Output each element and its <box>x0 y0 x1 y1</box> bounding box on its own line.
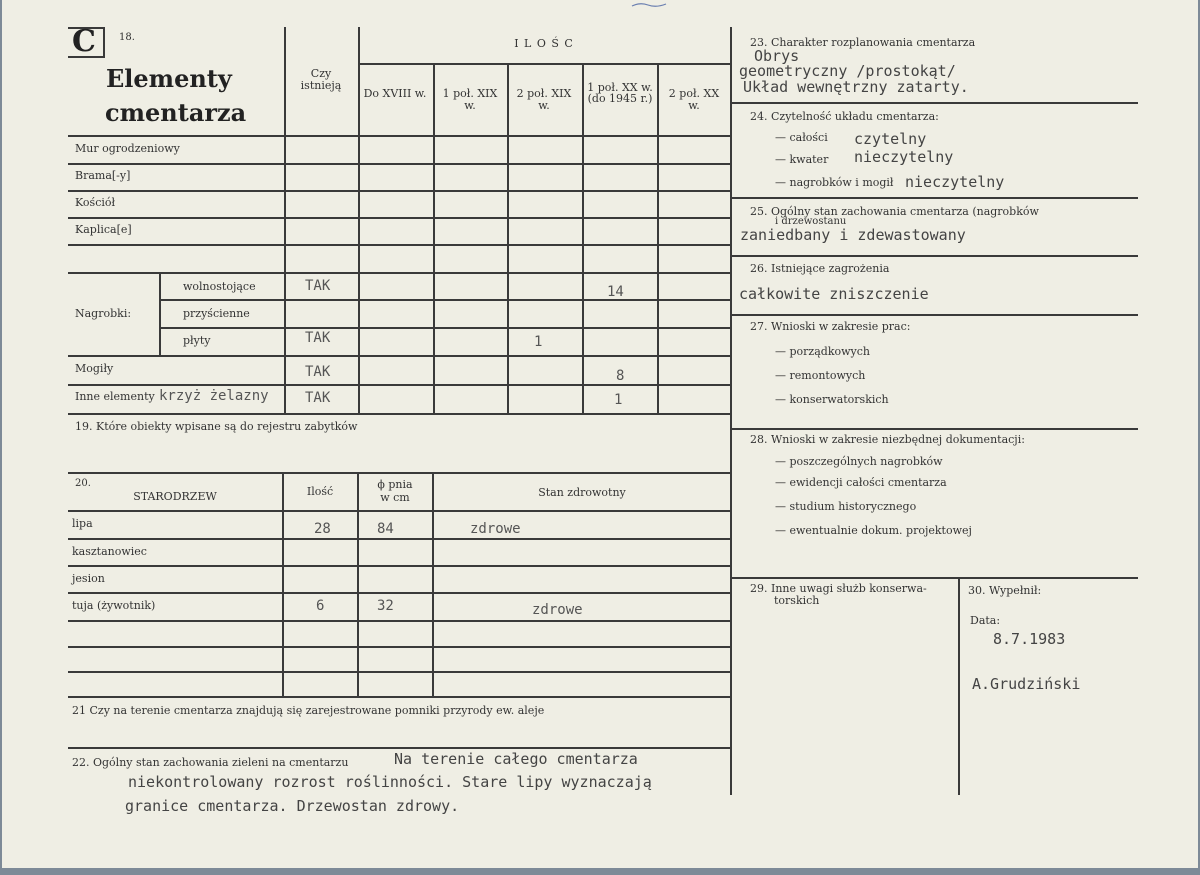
tree-diam: 32 <box>377 598 394 614</box>
field-19-label: 19. Które obiekty wpisane są do rejestru zabytków <box>75 420 358 433</box>
mogily-label: Mogiły <box>75 362 114 375</box>
divider-v <box>507 63 509 413</box>
count-mogily: 8 <box>616 368 625 384</box>
row-label: Kościół <box>75 196 116 209</box>
count-wolnostojace: 14 <box>607 284 624 300</box>
inventory-form-card <box>2 0 1198 868</box>
czy-istnieja-header: Czy istnieją <box>300 67 342 92</box>
trees-health-header: Stan zdrowotny <box>538 486 626 499</box>
field-27-label: 27. Wnioski w zakresie prac: <box>750 320 911 333</box>
row-rule <box>68 244 730 246</box>
field-23-line-3: Układ wewnętrzny zatarty. <box>743 78 969 96</box>
field-26-value: całkowite zniszczenie <box>739 285 929 303</box>
filled-by-name: A.Grudziński <box>972 675 1081 693</box>
documentation-item: — ewentualnie dokum. projektowej <box>775 524 972 537</box>
f21-bottom-rule <box>68 747 730 749</box>
count-inne: 1 <box>614 392 623 408</box>
field-22-line-1: Na terenie całego cmentarza <box>394 750 638 768</box>
divider-v <box>582 63 584 413</box>
row-rule <box>159 327 730 329</box>
nagrobki-type: przyścienne <box>183 307 250 320</box>
row-rule <box>68 217 730 219</box>
table-bottom-rule <box>68 413 730 415</box>
field-18-number: 18. <box>119 32 135 43</box>
f25-bottom-rule <box>732 255 1138 257</box>
period-header: 2 poł. XX w. <box>668 87 720 112</box>
trees-number: 20. <box>75 478 91 489</box>
field-23-line-2: geometryczny /prostokąt/ <box>739 62 956 80</box>
ilosc-rule <box>358 63 730 65</box>
f27-bottom-rule <box>732 428 1138 430</box>
row-rule <box>68 190 730 192</box>
works-item: — konserwatorskich <box>775 393 889 406</box>
tree-row-rule <box>68 620 730 622</box>
row-rule <box>159 299 730 301</box>
tree-row-rule <box>68 565 730 567</box>
tree-diam: 84 <box>377 521 394 537</box>
date-value: 8.7.1983 <box>993 630 1066 648</box>
row-rule <box>68 355 730 357</box>
row-rule <box>68 272 730 274</box>
tree-row-rule <box>68 671 730 673</box>
field-28-label: 28. Wnioski w zakresie niezbędnej dokumentacji: <box>750 433 1025 446</box>
field-25-label: 25. Ogólny stan zachowania cmentarza (nagrobków <box>750 205 1039 218</box>
row-rule <box>68 384 730 386</box>
tak-mogily: TAK <box>305 364 331 380</box>
tak-inne: TAK <box>305 390 331 406</box>
legibility-label: — nagrobków i mogił <box>775 176 894 189</box>
tree-count: 28 <box>314 521 331 537</box>
inne-value: krzyż żelazny <box>159 388 269 404</box>
field-23-line-1: Obrys <box>754 47 800 65</box>
row-rule <box>68 163 730 165</box>
nagrobki-type: wolnostojące <box>183 280 256 293</box>
field-29-label-1: 29. Inne uwagi służb konserwa- <box>750 582 927 595</box>
nagrobki-type: płyty <box>183 334 211 347</box>
field-26-label: 26. Istniejące zagrożenia <box>750 262 890 275</box>
trees-diam-header-2: w cm <box>380 491 410 504</box>
header-bottom-rule <box>68 135 730 137</box>
tree-count: 6 <box>316 598 325 614</box>
section-letter: C <box>72 24 96 59</box>
legibility-label: — całości <box>775 131 828 144</box>
tree-row-rule <box>68 538 730 540</box>
f23-bottom-rule <box>732 102 1138 104</box>
divider-v <box>657 63 659 413</box>
legibility-label: — kwater <box>775 153 829 166</box>
legibility-value: nieczytelny <box>854 148 954 166</box>
field-22-line-2: niekontrolowany rozrost roślinności. Stare lipy wyznaczają <box>128 773 652 791</box>
tree-name: kasztanowiec <box>72 545 147 558</box>
tree-row-rule <box>68 646 730 648</box>
f26-bottom-rule <box>732 314 1138 316</box>
tree-row-rule <box>68 592 730 594</box>
field-22-line-3: granice cmentarza. Drzewostan zdrowy. <box>125 797 460 815</box>
divider-v <box>159 272 161 355</box>
works-item: — porządkowych <box>775 345 870 358</box>
field-24-label: 24. Czytelność układu cmentarza: <box>750 110 939 123</box>
tree-name: tuja (żywotnik) <box>72 599 156 612</box>
trees-divider-v <box>432 472 434 696</box>
works-item: — remontowych <box>775 369 866 382</box>
trees-name-header: STARODRZEW <box>133 490 217 503</box>
field-22-label: 22. Ogólny stan zachowania zieleni na cmentarzu <box>72 756 349 769</box>
nagrobki-label: Nagrobki: <box>75 307 132 320</box>
date-label: Data: <box>970 614 1001 627</box>
trees-divider-v <box>282 472 284 696</box>
period-header: Do XVIII w. <box>363 87 427 100</box>
f24-bottom-rule <box>732 197 1138 199</box>
legibility-value: czytelny <box>854 130 927 148</box>
letter-box-right <box>103 27 105 57</box>
ink-mark-icon <box>630 0 670 10</box>
count-plyty: 1 <box>534 334 543 350</box>
inne-label: Inne elementy <box>75 390 155 403</box>
trees-head-rule <box>68 510 730 512</box>
row-label: Kaplica[e] <box>75 223 132 236</box>
trees-top-rule <box>68 472 730 474</box>
divider-v <box>433 63 435 413</box>
center-divider <box>730 27 732 795</box>
trees-bottom-rule <box>68 696 730 698</box>
trees-diam-header-1: ϕ pnia <box>377 478 413 491</box>
f29-f30-divider <box>958 577 960 795</box>
field-21-label: 21 Czy na terenie cmentarza znajdują się zarejestrowane pomniki przyrody ew. aleje <box>72 704 545 717</box>
tak-plyty: TAK <box>305 330 331 346</box>
documentation-item: — poszczególnych nagrobków <box>775 455 943 468</box>
tree-name: lipa <box>72 517 93 530</box>
row-label: Brama[-y] <box>75 169 131 182</box>
tak-wolnostojace: TAK <box>305 278 331 294</box>
title-line-1: Elementy <box>106 64 232 93</box>
field-23-label: 23. Charakter rozplanowania cmentarza <box>750 36 976 49</box>
title-line-2: cmentarza <box>105 98 247 127</box>
documentation-item: — studium historycznego <box>775 500 917 513</box>
tree-name: jesion <box>72 572 105 585</box>
f28-bottom-rule <box>732 577 1138 579</box>
legibility-value: nieczytelny <box>905 173 1005 191</box>
field-29-label-2: torskich <box>774 594 820 607</box>
period-header: 1 poł. XX w. (do 1945 r.) <box>587 81 653 105</box>
trees-divider-v <box>357 472 359 696</box>
trees-count-header: Ilość <box>306 485 334 498</box>
period-header: 2 poł. XIX w. <box>516 87 572 112</box>
period-header: 1 poł. XIX w. <box>442 87 498 112</box>
ilosc-header: I L O Ś C <box>514 37 574 50</box>
field-25-label-2: i drzewostanu <box>775 216 847 227</box>
tree-health: zdrowe <box>470 521 521 537</box>
field-30-label: 30. Wypełnił: <box>968 584 1042 597</box>
row-label: Mur ogrodzeniowy <box>75 142 180 155</box>
tree-health: zdrowe <box>532 602 583 618</box>
documentation-item: — ewidencji całości cmentarza <box>775 476 947 489</box>
field-25-value: zaniedbany i zdewastowany <box>740 226 966 244</box>
